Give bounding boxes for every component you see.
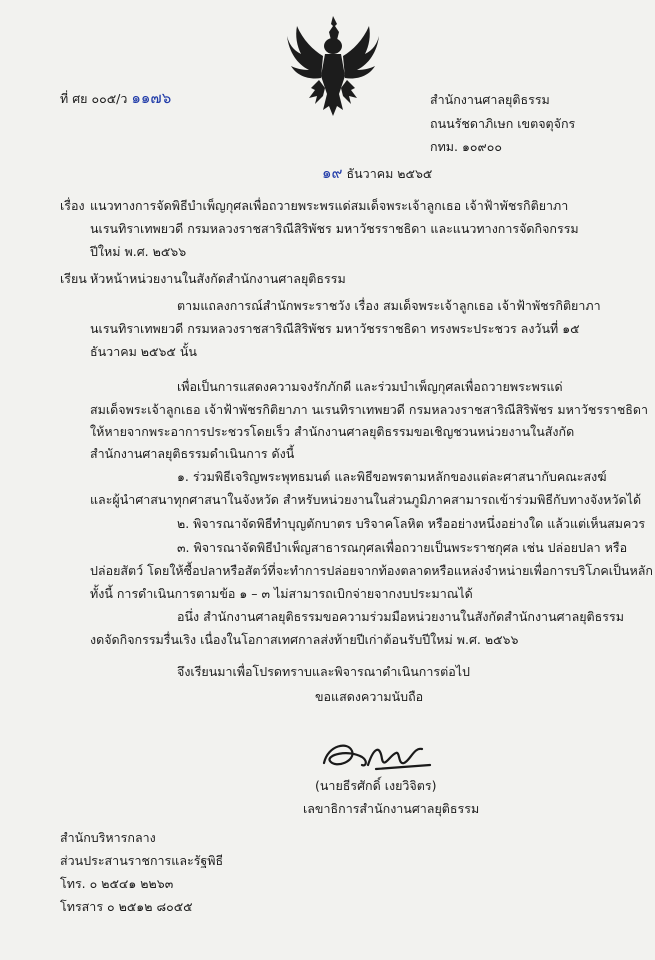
body-line: นเรนทิราเทพยวดี กรมหลวงราชสาริณีสิริพัชร มหาวัชรราชธิดา ทรงพระประชวร ลงวันที่ ๑๕ [90, 321, 580, 336]
body-line: สมเด็จพระเจ้าลูกเธอ เจ้าฟ้าพัชรกิติยาภา นเรนทิราเทพยวดี กรมหลวงราชสาริณีสิริพัชร มหาวัชรราชธิดา [90, 402, 649, 417]
subject-line: ปีใหม่ พ.ศ. ๒๕๖๖ [90, 244, 187, 259]
list-item-1-cont: และผู้นำศาสนาทุกศาสนาในจังหวัด สำหรับหน่วยงานในส่วนภูมิภาคสามารถเข้าร่วมพิธีกับทางจังหวัดได้ [90, 492, 642, 507]
list-item-3: ๓. พิจารณาจัดพิธีบำเพ็ญสาธารณกุศลเพื่อถวายเป็นพระราชกุศล เช่น ปล่อยปลา หรือ [177, 540, 628, 555]
date-month-year: ธันวาคม ๒๕๖๕ [346, 166, 433, 181]
body-line: อนึ่ง สำนักงานศาลยุติธรรมขอความร่วมมือหน่วยงานในสังกัดสำนักงานศาลยุติธรรม [177, 609, 624, 624]
body-line: ให้หายจากพระอาการประชวรโดยเร็ว สำนักงานศาลยุติธรรมขอเชิญชวนหน่วยงานในสังกัด [90, 424, 575, 439]
footer-division: สำนักบริหารกลาง [60, 830, 156, 845]
subject-line: นเรนทิราเทพยวดี กรมหลวงราชสาริณีสิริพัชร มหาวัชรราชธิดา และแนวทางการจัดกิจกรรม [90, 221, 579, 236]
office-road: ถนนรัชดาภิเษก เขตจตุจักร [430, 116, 576, 131]
subject-label: เรื่อง [60, 198, 85, 213]
body-line: ธันวาคม ๒๕๖๕ นั้น [90, 344, 197, 359]
garuda-emblem-icon [285, 10, 381, 122]
ref-number [60, 90, 171, 107]
footer-phone: โทร. ๐ ๒๕๔๑ ๒๒๖๓ [60, 876, 174, 891]
closing-salutation: ขอแสดงความนับถือ [315, 689, 424, 704]
signatory-name: (นายธีรศักดิ์ เงยวิจิตร) [315, 778, 437, 793]
list-item-3-note: ทั้งนี้ การดำเนินการตามข้อ ๑ – ๓ ไม่สามารถเบิกจ่ายจากงบประมาณได้ [90, 586, 473, 601]
body-line: ตามแถลงการณ์สำนักพระราชวัง เรื่อง สมเด็จพระเจ้าลูกเธอ เจ้าฟ้าพัชรกิติยาภา [177, 298, 601, 313]
body-line: งดจัดกิจกรรมรื่นเริง เนื่องในโอกาสเทศกาลส่งท้ายปีเก่าต้อนรับปีใหม่ พ.ศ. ๒๕๖๖ [90, 632, 519, 647]
list-item-2: ๒. พิจารณาจัดพิธีทำบุญตักบาตร บริจาคโลหิต หรืออย่างหนึ่งอย่างใด แล้วแต่เห็นสมควร [177, 516, 646, 531]
document-date [322, 165, 432, 182]
ref-number-prefix: ที่ ศย ๐๐๕/ว [60, 91, 128, 106]
list-item-3-cont: ปล่อยสัตว์ โดยให้ซื้อปลาหรือสัตว์ที่จะทำการปล่อยจากท้องตลาดหรือแหล่งจำหน่ายเพื่อการบริโภคเป็นหลัก [90, 563, 653, 578]
subject-line: แนวทางการจัดพิธีบำเพ็ญกุศลเพื่อถวายพระพรแด่สมเด็จพระเจ้าลูกเธอ เจ้าฟ้าพัชรกิติยาภา [90, 198, 569, 213]
recipient-label: เรียน [60, 271, 87, 286]
office-name: สำนักงานศาลยุติธรรม [430, 92, 550, 107]
recipient-text: หัวหน้าหน่วยงานในสังกัดสำนักงานศาลยุติธรรม [90, 271, 346, 286]
handwritten-signature [318, 735, 438, 775]
body-line: สำนักงานศาลยุติธรรมดำเนินการ ดังนี้ [90, 446, 295, 461]
list-item-1: ๑. ร่วมพิธีเจริญพระพุทธมนต์ และพิธีขอพรตามหลักของแต่ละศาสนากับคณะสงฆ์ [177, 469, 607, 484]
closing-request: จึงเรียนมาเพื่อโปรดทราบและพิจารณาดำเนินการต่อไป [177, 664, 470, 679]
ref-number-handwritten: ๑๑๗๖ [131, 89, 172, 107]
signatory-position: เลขาธิการสำนักงานศาลยุติธรรม [303, 801, 480, 816]
date-day-handwritten: ๑๙ [322, 164, 343, 182]
office-city: กทม. ๑๐๙๐๐ [430, 139, 502, 154]
body-line: เพื่อเป็นการแสดงความจงรักภักดี และร่วมบำเพ็ญกุศลเพื่อถวายพระพรแด่ [177, 379, 563, 394]
footer-section: ส่วนประสานราชการและรัฐพิธี [60, 853, 224, 868]
footer-fax: โทรสาร ๐ ๒๕๑๒ ๘๐๕๕ [60, 899, 193, 914]
